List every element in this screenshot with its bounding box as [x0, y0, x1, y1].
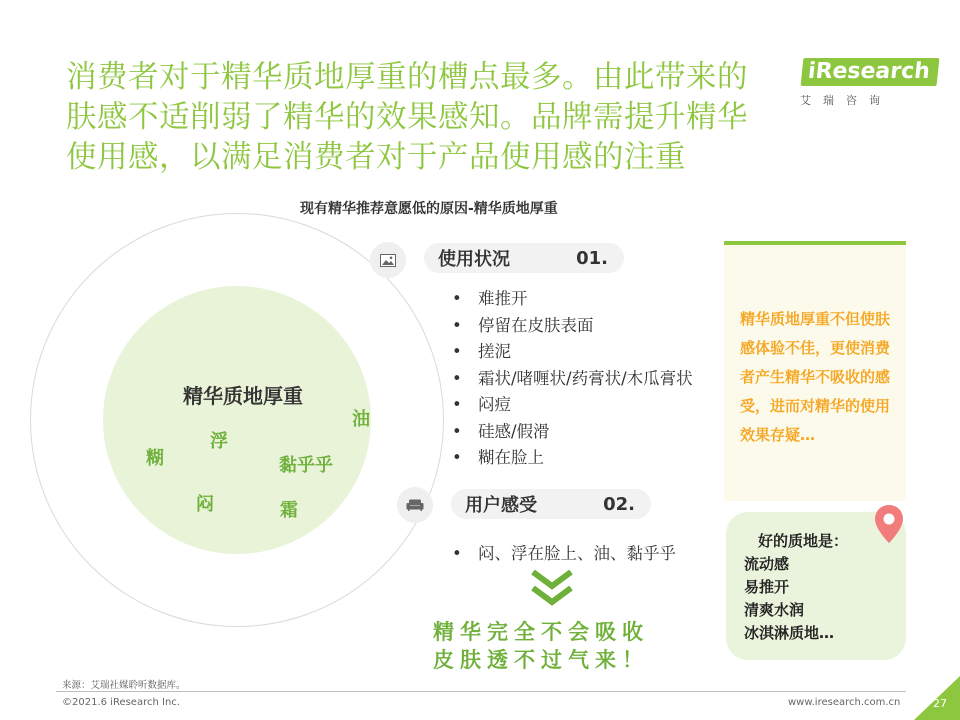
list-item: 清爽水润: [744, 601, 805, 619]
headline-line-2: 肤感不适削弱了精华的效果感知。品牌需提升精华: [66, 100, 748, 135]
list-item: • 霜状/啫喱状/药膏状/木瓜膏状: [452, 368, 693, 388]
section-1-label: 使用状况: [438, 249, 510, 270]
keyword-sticky: 黏乎乎: [279, 455, 333, 476]
iresearch-logo: [796, 48, 932, 108]
list-item: • 难推开: [452, 289, 528, 308]
list-item: • 搓泥: [452, 342, 511, 361]
footer-divider: [56, 691, 906, 692]
logo-word: iResearch: [801, 58, 940, 86]
keyword-cream: 霜: [280, 500, 298, 521]
section-2-number: 02.: [603, 493, 635, 515]
list-item: 流动感: [744, 555, 790, 573]
headline: [66, 58, 786, 178]
image-icon: [370, 242, 406, 278]
keyword-oil: 油: [352, 409, 370, 430]
website: www.iresearch.com.cn: [788, 697, 901, 708]
section-2-item: • 闷、浮在脸上、油、黏乎乎: [452, 544, 676, 563]
good-texture-text: [744, 530, 848, 645]
double-chevron-down-icon: [527, 568, 577, 612]
section-1-number: 01.: [576, 247, 608, 269]
logo-subtitle: 艾瑞咨询: [800, 94, 892, 107]
sofa-icon: [397, 487, 433, 523]
section-2-pill: [451, 489, 651, 519]
conclusion: [433, 618, 649, 674]
source-note: 来源：艾瑞社媒聆听数据库。: [62, 680, 186, 691]
keyword-paste: 糊: [146, 448, 164, 469]
list-item: 冰淇淋质地…: [744, 624, 835, 642]
headline-line-1: 消费者对于精华质地厚重的槽点最多。由此带来的: [66, 60, 748, 95]
section-1-list: [452, 286, 693, 472]
section-1-pill: [424, 243, 624, 273]
list-item: • 糊在脸上: [452, 448, 544, 467]
circle-title: 精华质地厚重: [183, 384, 303, 408]
list-item: 易推开: [744, 578, 790, 596]
chart-subtitle: 现有精华推荐意愿低的原因-精华质地厚重: [300, 201, 558, 217]
copyright: ©2021.6 iResearch Inc.: [62, 697, 180, 708]
page-number: 27: [933, 697, 947, 710]
good-texture-title: 好的质地是：: [758, 532, 849, 550]
keyword-stuffy: 闷: [196, 494, 214, 515]
conclusion-line-1: 精华完全不会吸收: [433, 620, 649, 644]
list-item: • 停留在皮肤表面: [452, 315, 594, 335]
list-item: • 闷痘: [452, 395, 511, 414]
inner-circle: [103, 286, 371, 554]
list-item: • 硅感/假滑: [452, 421, 550, 441]
location-pin-icon: [874, 504, 904, 548]
headline-line-3: 使用感，以满足消费者对于产品使用感的注重: [66, 140, 686, 175]
conclusion-line-2: 皮肤透不过气来！: [433, 648, 649, 672]
keyword-float: 浮: [210, 431, 228, 452]
section-2-label: 用户感受: [465, 495, 537, 516]
callout-text: 精华质地厚重不但使肤感体验不佳，更使消费者产生精华不吸收的感受，进而对精华的使用效果存疑…: [740, 310, 891, 444]
callout-box: [724, 241, 906, 501]
